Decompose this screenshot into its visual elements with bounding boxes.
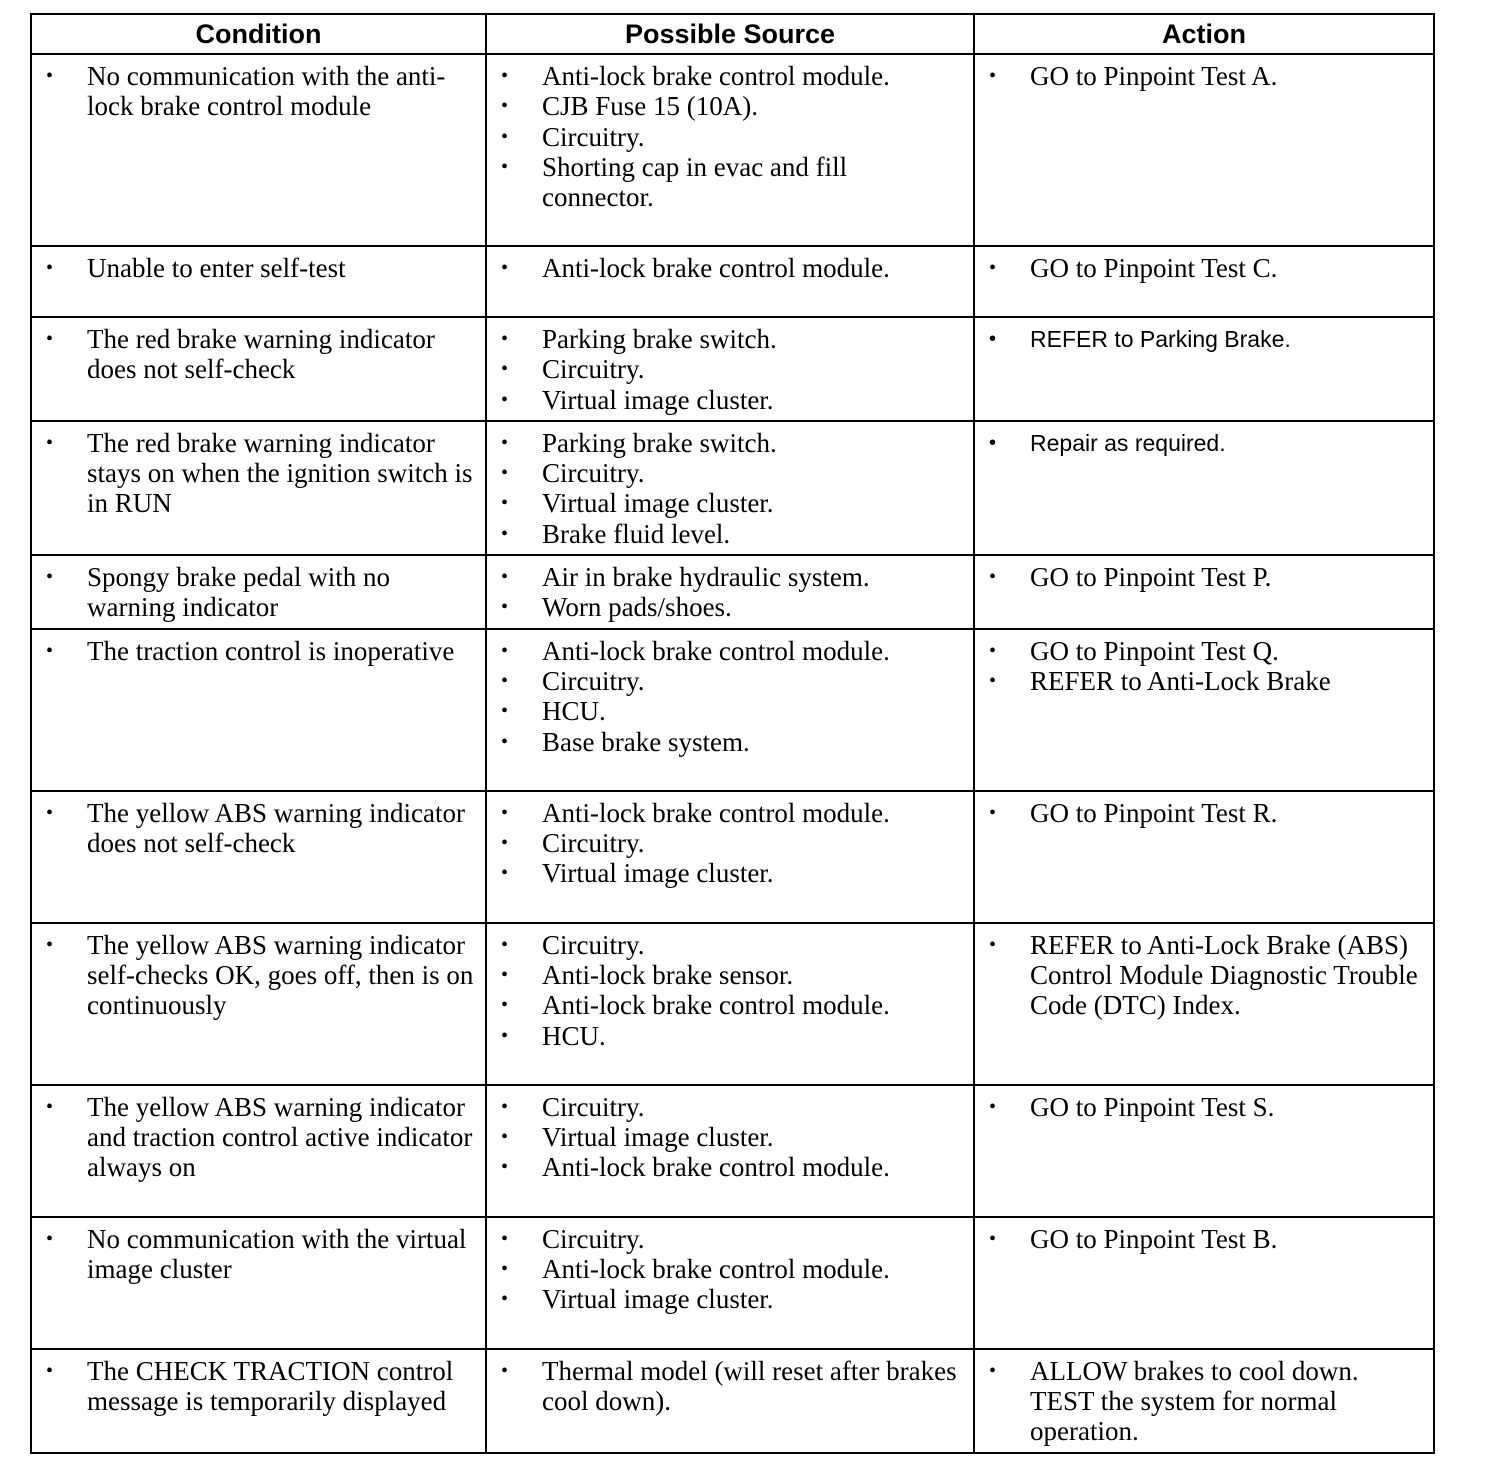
possible-source-cell (486, 317, 974, 421)
action-item: • ALLOW brakes to cool down. TEST the system for normal operation. (989, 1356, 1425, 1447)
bullet-list (46, 636, 477, 666)
header-condition: Condition (31, 14, 486, 54)
table-row (31, 54, 1434, 246)
table-row (31, 555, 1434, 629)
action-cell (974, 317, 1434, 421)
condition-item: • The red brake warning indicator stays on when the ignition switch is in RUN (46, 428, 477, 519)
bullet-list (46, 562, 477, 623)
action-cell (974, 1349, 1434, 1453)
condition-item: • The yellow ABS warning indicator and traction control active indicator always on (46, 1092, 477, 1183)
action-cell (974, 54, 1434, 246)
action-item: • REFER to Anti-Lock Brake (989, 666, 1425, 696)
bullet-list (46, 1224, 477, 1285)
bullet-list (989, 1224, 1425, 1254)
action-cell (974, 1085, 1434, 1217)
source-item: • Circuitry. (501, 354, 965, 384)
condition-cell (31, 1349, 486, 1453)
source-item: • Circuitry. (501, 828, 965, 858)
header-possible-source: Possible Source (486, 14, 974, 54)
bullet-list (501, 636, 965, 757)
condition-cell (31, 1217, 486, 1349)
bullet-list (46, 930, 477, 1021)
source-item: • Worn pads/shoes. (501, 592, 965, 622)
condition-item: • The red brake warning indicator does not self-check (46, 324, 477, 385)
source-item: • Anti-lock brake control module. (501, 1254, 965, 1284)
condition-item: • Unable to enter self-test (46, 253, 477, 283)
source-item: • Air in brake hydraulic system. (501, 562, 965, 592)
bullet-list (989, 930, 1425, 1021)
source-item: • HCU. (501, 1021, 965, 1051)
condition-item: • The traction control is inoperative (46, 636, 477, 666)
bullet-list (989, 798, 1425, 828)
source-item: • Parking brake switch. (501, 428, 965, 458)
bullet-list (501, 428, 965, 549)
bullet-list (501, 61, 965, 212)
condition-item: • No communication with the anti-lock brake control module (46, 61, 477, 122)
action-item: • GO to Pinpoint Test C. (989, 253, 1425, 283)
action-cell (974, 923, 1434, 1085)
table-row (31, 1349, 1434, 1453)
action-cell (974, 791, 1434, 923)
source-item: • Virtual image cluster. (501, 858, 965, 888)
source-item: • Shorting cap in evac and fill connector. (501, 152, 965, 213)
bullet-list (46, 1356, 477, 1417)
source-item: • Circuitry. (501, 458, 965, 488)
source-item: • Circuitry. (501, 122, 965, 152)
condition-cell (31, 923, 486, 1085)
bullet-list (501, 253, 965, 283)
possible-source-cell (486, 629, 974, 791)
action-item: • GO to Pinpoint Test B. (989, 1224, 1425, 1254)
action-item: • REFER to Parking Brake. (989, 324, 1425, 354)
bullet-list (989, 324, 1425, 354)
table-row (31, 923, 1434, 1085)
table-row (31, 317, 1434, 421)
action-item: • Repair as required. (989, 428, 1425, 458)
source-item: • CJB Fuse 15 (10A). (501, 91, 965, 121)
table-row (31, 629, 1434, 791)
table-row (31, 1085, 1434, 1217)
action-cell (974, 629, 1434, 791)
bullet-list (989, 562, 1425, 592)
source-item: • Circuitry. (501, 1224, 965, 1254)
source-item: • Circuitry. (501, 666, 965, 696)
condition-cell (31, 629, 486, 791)
table-header-row (31, 14, 1434, 54)
table-row (31, 791, 1434, 923)
possible-source-cell (486, 555, 974, 629)
action-cell (974, 555, 1434, 629)
action-item: • GO to Pinpoint Test R. (989, 798, 1425, 828)
condition-item: • No communication with the virtual image cluster (46, 1224, 477, 1285)
action-item: • GO to Pinpoint Test S. (989, 1092, 1425, 1122)
source-item: • Anti-lock brake control module. (501, 798, 965, 828)
condition-cell (31, 246, 486, 317)
source-item: • Anti-lock brake control module. (501, 636, 965, 666)
source-item: • Circuitry. (501, 930, 965, 960)
source-item: • Virtual image cluster. (501, 385, 965, 415)
condition-item: • The CHECK TRACTION control message is temporarily displayed (46, 1356, 477, 1417)
possible-source-cell (486, 1349, 974, 1453)
source-item: • Anti-lock brake control module. (501, 990, 965, 1020)
table-row (31, 1217, 1434, 1349)
bullet-list (501, 1224, 965, 1315)
bullet-list (501, 1356, 965, 1417)
bullet-list (501, 1092, 965, 1183)
condition-item: • Spongy brake pedal with no warning indicator (46, 562, 477, 623)
bullet-list (501, 562, 965, 623)
source-item: • Anti-lock brake sensor. (501, 960, 965, 990)
condition-cell (31, 421, 486, 555)
bullet-list (46, 798, 477, 859)
action-cell (974, 421, 1434, 555)
source-item: • Base brake system. (501, 727, 965, 757)
bullet-list (46, 428, 477, 519)
condition-cell (31, 791, 486, 923)
table-body (31, 54, 1434, 1453)
source-item: • HCU. (501, 696, 965, 726)
source-item: • Anti-lock brake control module. (501, 61, 965, 91)
bullet-list (46, 1092, 477, 1183)
action-item: • GO to Pinpoint Test P. (989, 562, 1425, 592)
action-cell (974, 246, 1434, 317)
source-item: • Parking brake switch. (501, 324, 965, 354)
condition-cell (31, 317, 486, 421)
condition-item: • The yellow ABS warning indicator self-checks OK, goes off, then is on continuously (46, 930, 477, 1021)
condition-item: • The yellow ABS warning indicator does not self-check (46, 798, 477, 859)
action-cell (974, 1217, 1434, 1349)
table-row (31, 421, 1434, 555)
action-item: • GO to Pinpoint Test Q. (989, 636, 1425, 666)
action-item: • GO to Pinpoint Test A. (989, 61, 1425, 91)
source-item: • Anti-lock brake control module. (501, 253, 965, 283)
bullet-list (501, 798, 965, 889)
source-item: • Virtual image cluster. (501, 1122, 965, 1152)
possible-source-cell (486, 1085, 974, 1217)
source-item: • Brake fluid level. (501, 519, 965, 549)
bullet-list (989, 1356, 1425, 1447)
source-item: • Anti-lock brake control module. (501, 1152, 965, 1182)
condition-cell (31, 1085, 486, 1217)
possible-source-cell (486, 923, 974, 1085)
condition-cell (31, 54, 486, 246)
possible-source-cell (486, 791, 974, 923)
source-item: • Circuitry. (501, 1092, 965, 1122)
source-item: • Thermal model (will reset after brakes cool down). (501, 1356, 965, 1417)
possible-source-cell (486, 421, 974, 555)
bullet-list (46, 61, 477, 122)
possible-source-cell (486, 54, 974, 246)
bullet-list (989, 1092, 1425, 1122)
bullet-list (989, 253, 1425, 283)
header-action: Action (974, 14, 1434, 54)
source-item: • Virtual image cluster. (501, 1284, 965, 1314)
possible-source-cell (486, 1217, 974, 1349)
possible-source-cell (486, 246, 974, 317)
bullet-list (46, 324, 477, 385)
diagnostic-table (30, 13, 1435, 1454)
bullet-list (989, 428, 1425, 458)
bullet-list (46, 253, 477, 283)
condition-cell (31, 555, 486, 629)
bullet-list (989, 636, 1425, 697)
source-item: • Virtual image cluster. (501, 488, 965, 518)
action-item: • REFER to Anti-Lock Brake (ABS) Control Module Diagnostic Trouble Code (DTC) Index. (989, 930, 1425, 1021)
table-row (31, 246, 1434, 317)
bullet-list (501, 930, 965, 1051)
bullet-list (501, 324, 965, 415)
bullet-list (989, 61, 1425, 91)
